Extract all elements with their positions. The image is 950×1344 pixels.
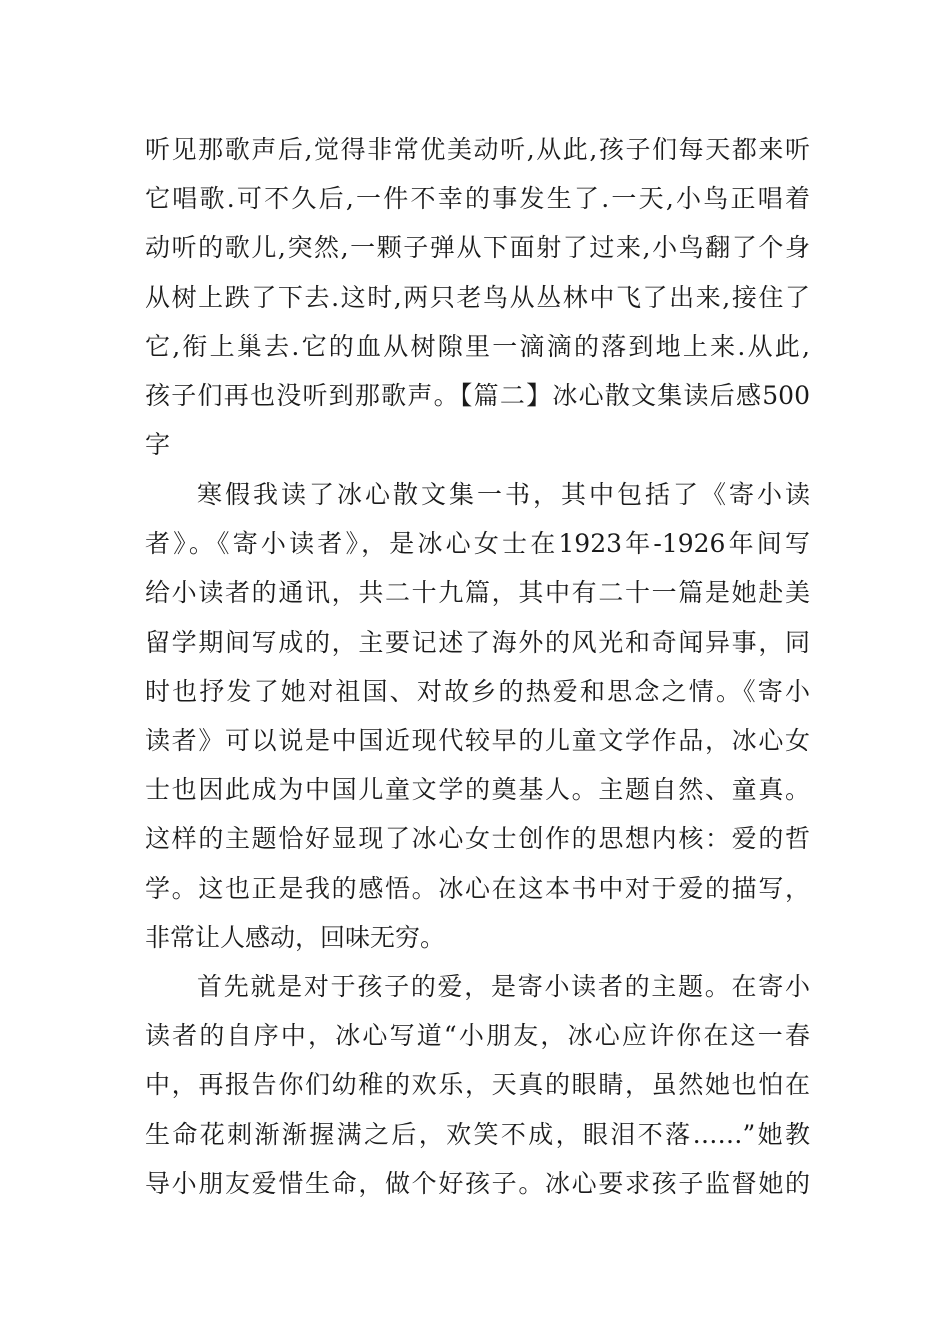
text-line: 导小朋友爱惜生命，做个好孩子。冰心要求孩子监督她的 (145, 1168, 810, 1198)
text-line: 动听的歌儿,突然,一颗子弹从下面射了过来,小鸟翻了个身 (145, 233, 810, 263)
text-line: 给小读者的通讯，共二十九篇，其中有二十一篇是她赴美 (145, 578, 810, 608)
text-line: 它唱歌.可不久后,一件不幸的事发生了.一天,小鸟正唱着 (145, 184, 810, 214)
paragraph-3 (145, 962, 810, 1208)
text-line: 时也抒发了她对祖国、对故乡的热爱和思念之情。《寄小 (145, 676, 810, 706)
text-line: 生命花刺渐渐握满之后，欢笑不成，眼泪不落……”她教 (145, 1119, 810, 1149)
text-line: 寒假我读了冰心散文集一书，其中包括了《寄小读 (197, 480, 810, 509)
text-line: 这样的主题恰好显现了冰心女士创作的思想内核：爱的哲 (145, 824, 810, 854)
text-line: 读者的自序中，冰心写道“小朋友，冰心应许你在这一春 (145, 1021, 810, 1051)
text-line: 首先就是对于孩子的爱，是寄小读者的主题。在寄小 (197, 972, 810, 1001)
text-line: 士也因此成为中国儿童文学的奠基人。主题自然、童真。 (145, 775, 810, 805)
text-line: 者》。《寄小读者》，是冰心女士在1923年-1926年间写 (145, 529, 810, 559)
text-line: 非常让人感动，回味无穷。 (145, 922, 446, 952)
text-line: 留学期间写成的，主要记述了海外的风光和奇闻异事，同 (145, 627, 810, 657)
text-line: 孩子们再也没听到那歌声。【篇二】冰心散文集读后感500 (145, 380, 810, 410)
text-line: 听见那歌声后,觉得非常优美动听,从此,孩子们每天都来听 (145, 135, 810, 164)
text-line: 它,衔上巢去.它的血从树隙里一滴滴的落到地上来.从此, (145, 331, 810, 361)
text-line: 从树上跌了下去.这时,两只老鸟从丛林中飞了出来,接住了 (145, 282, 810, 312)
text-line: 中，再报告你们幼稚的欢乐，天真的眼睛，虽然她也怕在 (145, 1070, 810, 1100)
text-line: 学。这也正是我的感悟。冰心在这本书中对于爱的描写， (145, 873, 810, 903)
text-line: 字 (145, 430, 171, 460)
text-line: 读者》可以说是中国近现代较早的儿童文学作品，冰心女 (145, 725, 810, 755)
paragraph-2 (145, 470, 810, 962)
paragraph-1 (145, 125, 810, 469)
